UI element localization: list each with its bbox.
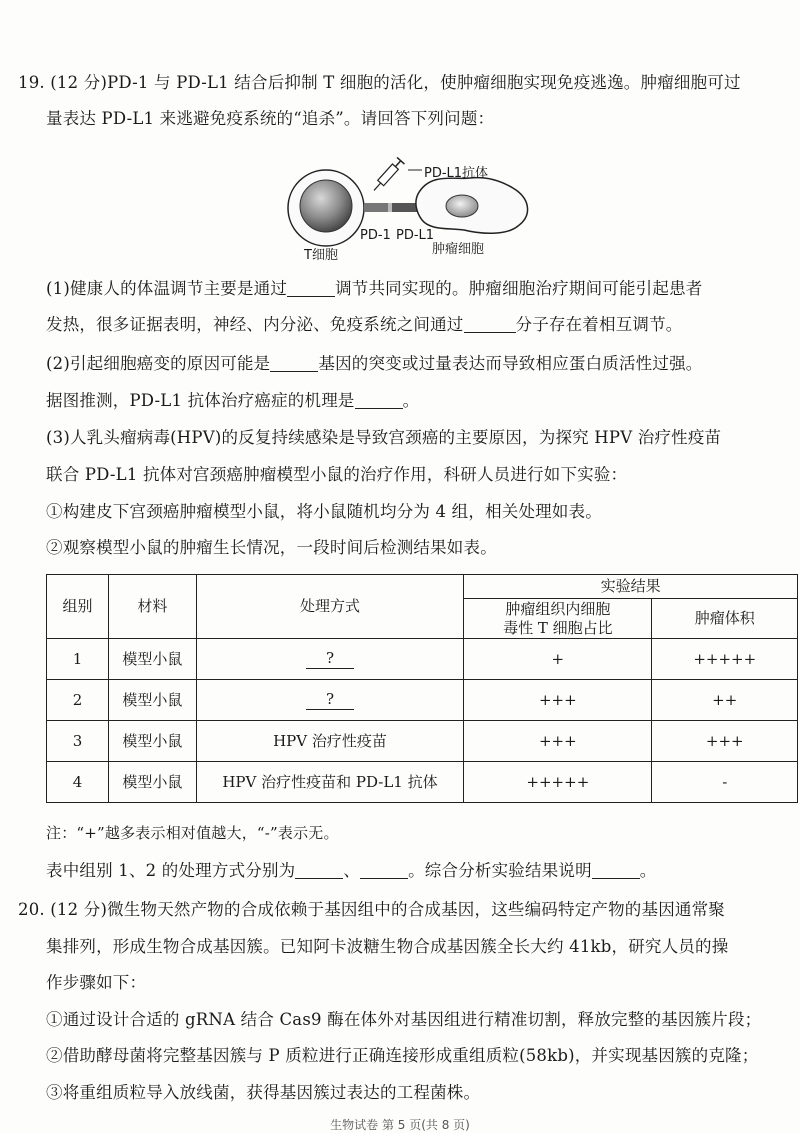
table-note: 注：“+”越多表示相对值越大，“-”表示无。 [46,824,339,842]
table-row: 2 模型小鼠 ? +++ ++ [47,680,798,721]
q20-step-3: ③将重组质粒导入放线菌，获得基因簇过表达的工程菌株。 [46,1083,481,1102]
treatment-blank[interactable]: ? [306,690,354,710]
answer-blank[interactable] [592,862,640,879]
table-row: 3 模型小鼠 HPV 治疗性疫苗 +++ +++ [47,721,798,762]
q20-line-1: 20. (12 分)微生物天然产物的合成依赖于基因组中的合成基因，这些编码特定产物的基因通常聚 [18,900,726,919]
answer-blank[interactable] [355,392,403,409]
q19-line-2: 量表达 PD-L1 来逃避免疫系统的“追杀”。请回答下列问题： [46,109,495,128]
t-cell-nucleus [300,180,352,232]
treatment-blank[interactable]: ? [306,649,354,669]
tumor-cell-label: 肿瘤细胞 [432,242,485,257]
answer-blank[interactable] [464,316,516,333]
q19-part1-line-2: 发热，很多证据表明，神经、内分泌、免疫系统之间通过 分子存在着相互调节。 [46,315,683,334]
q20-line-3: 作步骤如下： [46,973,147,992]
experiment-table [46,574,798,803]
q20-line-2: 集排列，形成生物合成基因簇。已知阿卡波糖生物合成基因簇全长大约 41kb，研究人员的操 [46,937,729,956]
header-cytotoxic-t-ratio: 肿瘤组织内细胞 毒性 T 细胞占比 [464,599,652,639]
pdl1-label: PD-L1 [396,228,435,243]
tumor-cell-nucleus [446,195,478,217]
pd1-receptor [364,203,388,212]
header-results: 实验结果 [464,575,798,599]
table-row: 1 模型小鼠 ? + +++++ [47,639,798,680]
q19-step-1: ①构建皮下宫颈癌肿瘤模型小鼠，将小鼠随机均分为 4 组，相关处理如表。 [46,502,602,521]
answer-blank[interactable] [270,355,318,372]
header-treatment: 处理方式 [196,575,463,639]
q19-final-question: 表中组别 1、2 的处理方式分别为 、 。综合分析实验结果说明 。 [46,861,657,880]
q19-part3-line-1: (3)人乳头瘤病毒(HPV)的反复持续感染是导致宫颈癌的主要原因，为探究 HPV 治疗性疫苗 [46,428,722,447]
syringe-icon [370,157,404,193]
q19-step-2: ②观察模型小鼠的肿瘤生长情况，一段时间后检测结果如表。 [46,538,497,557]
q19-part1-line-1: (1)健康人的体温调节主要是通过 调节共同实现的。肿瘤细胞治疗期间可能引起患者 [46,279,703,298]
q19-part3-line-2: 联合 PD-L1 抗体对宫颈癌肿瘤模型小鼠的治疗作用，科研人员进行如下实验： [46,465,628,484]
q19-part2-line-1: (2)引起细胞癌变的原因可能是 基因的突变或过量表达而导致相应蛋白质活性过强。 [46,354,703,373]
q19-part2-line-2: 据图推测，PD-L1 抗体治疗癌症的机理是 。 [46,391,420,410]
answer-blank[interactable] [295,862,343,879]
q20-step-1: ①通过设计合适的 gRNA 结合 Cas9 酶在体外对基因组进行精准切割，释放完整的基因簇片段； [46,1010,762,1029]
header-material: 材料 [109,575,197,639]
answer-blank[interactable] [287,280,335,297]
header-group: 组别 [47,575,109,639]
q19-line-1: 19. (12 分)PD-1 与 PD-L1 结合后抑制 T 细胞的活化，使肿瘤细胞实现免疫逃逸。肿瘤细胞可过 [18,73,741,92]
page-footer: 生物试卷 第 5 页(共 8 页) [330,1118,470,1132]
pd1-label: PD-1 [360,228,391,243]
header-tumor-volume: 肿瘤体积 [652,599,798,639]
t-cell-label: T细胞 [304,248,338,263]
pd1-pdl1-diagram [280,142,540,262]
q20-step-2: ②借助酵母菌将完整基因簇与 P 质粒进行正确连接形成重组质粒(58kb)，并实现基因簇的克隆； [46,1046,759,1065]
answer-blank[interactable] [360,862,408,879]
table-row: 4 模型小鼠 HPV 治疗性疫苗和 PD-L1 抗体 +++++ - [47,762,798,803]
antibody-label: PD-L1抗体 [424,166,489,181]
pdl1-ligand [392,203,418,212]
